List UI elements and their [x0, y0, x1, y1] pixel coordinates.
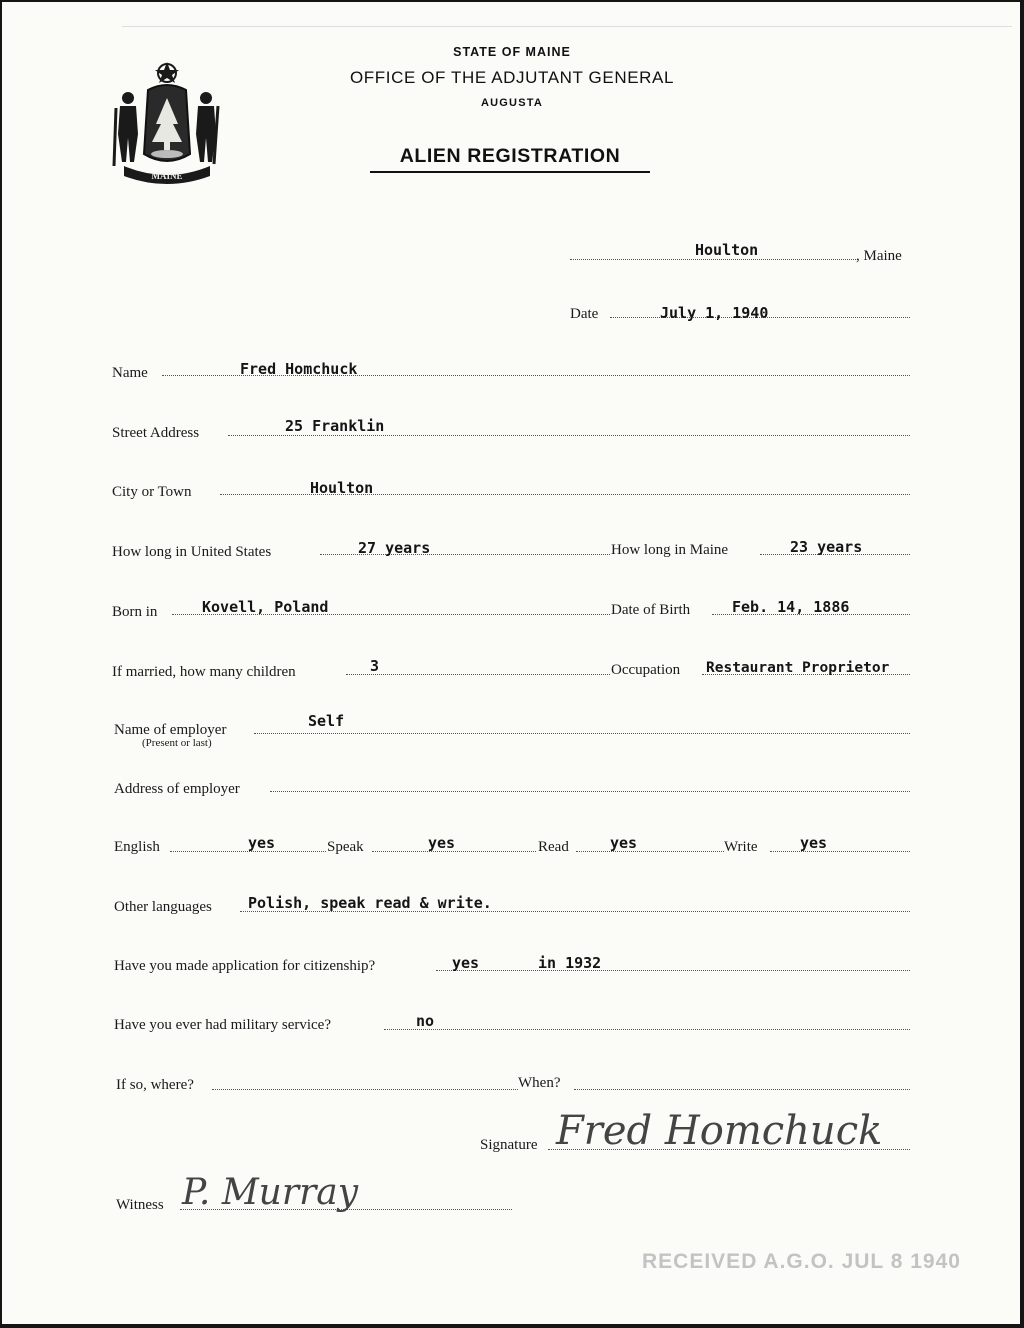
employer-value: Self	[308, 712, 345, 730]
place-line	[570, 259, 858, 260]
where-label: If so, where?	[116, 1077, 194, 1093]
street-value: 25 Franklin	[285, 417, 385, 435]
years-us-value: 27 years	[358, 539, 431, 557]
signature-mark	[548, 1088, 928, 1168]
place-suffix: , Maine	[856, 248, 902, 264]
office-heading: OFFICE OF THE ADJUTANT GENERAL	[349, 68, 675, 87]
name-label: Name	[112, 365, 148, 381]
dob-label: Date of Birth	[611, 602, 691, 618]
occupation-value: Restaurant Proprietor	[706, 660, 890, 676]
read-value: yes	[610, 834, 638, 852]
street-line	[228, 435, 910, 436]
name-value: Fred Homchuck	[240, 360, 358, 378]
citizenship-year: in 1932	[538, 954, 602, 972]
employer-label: Name of employer	[114, 722, 227, 738]
born-label: Born in	[112, 604, 158, 620]
military-value: no	[416, 1012, 435, 1030]
english-value: yes	[248, 834, 276, 852]
city-label: City or Town	[112, 484, 192, 500]
registration-form	[2, 2, 1020, 1324]
city-value: Houlton	[310, 479, 374, 497]
when-label: When?	[518, 1075, 561, 1091]
english-label: English	[114, 839, 160, 855]
years-maine-value: 23 years	[790, 538, 863, 556]
witness-label: Witness	[116, 1197, 164, 1213]
state-heading: STATE OF MAINE	[453, 45, 571, 59]
employer-sublabel: (Present or last)	[142, 737, 212, 749]
other-languages-value: Polish, speak read & write.	[248, 894, 492, 912]
military-line	[384, 1029, 910, 1030]
speak-value: yes	[428, 834, 456, 852]
scan-artifact	[122, 26, 1012, 27]
children-line	[346, 674, 610, 675]
speak-label: Speak	[327, 839, 364, 855]
form-title: ALIEN REGISTRATION	[370, 145, 650, 173]
maine-seal-icon	[110, 58, 224, 184]
children-value: 3	[370, 657, 380, 675]
svg-text:Fred Homchuck: Fred Homchuck	[556, 1108, 883, 1154]
street-label: Street Address	[112, 425, 200, 441]
city-heading: AUGUSTA	[481, 97, 543, 109]
years-us-label: How long in United States	[112, 544, 272, 560]
write-line	[770, 851, 910, 852]
witness-signature-mark	[178, 1150, 408, 1246]
write-value: yes	[800, 834, 828, 852]
employer-address-label: Address of employer	[114, 781, 240, 797]
read-label: Read	[538, 839, 569, 855]
where-line	[212, 1089, 518, 1090]
citizenship-line	[436, 970, 910, 971]
other-languages-label: Other languages	[114, 899, 212, 915]
employer-address-line	[270, 791, 910, 792]
svg-text:P. Murray: P. Murray	[182, 1172, 359, 1213]
dob-value: Feb. 14, 1886	[732, 598, 850, 616]
children-label: If married, how many children	[112, 664, 296, 680]
write-label: Write	[724, 839, 758, 855]
svg-text:MAINE: MAINE	[151, 171, 183, 181]
read-line	[576, 851, 724, 852]
signature-label: Signature	[480, 1137, 538, 1153]
date-value: July 1, 1940	[660, 304, 769, 322]
received-stamp: RECEIVED A.G.O. JUL 8 1940	[642, 1250, 961, 1273]
citizenship-value: yes	[452, 954, 480, 972]
occupation-label: Occupation	[611, 662, 681, 678]
date-label: Date	[570, 306, 599, 322]
military-label: Have you ever had military service?	[114, 1017, 331, 1033]
years-maine-label: How long in Maine	[611, 542, 729, 558]
born-value: Kovell, Poland	[202, 598, 329, 616]
place-value: Houlton	[695, 241, 759, 259]
citizenship-label: Have you made application for citizenship?	[114, 958, 376, 974]
employer-line	[254, 733, 910, 734]
